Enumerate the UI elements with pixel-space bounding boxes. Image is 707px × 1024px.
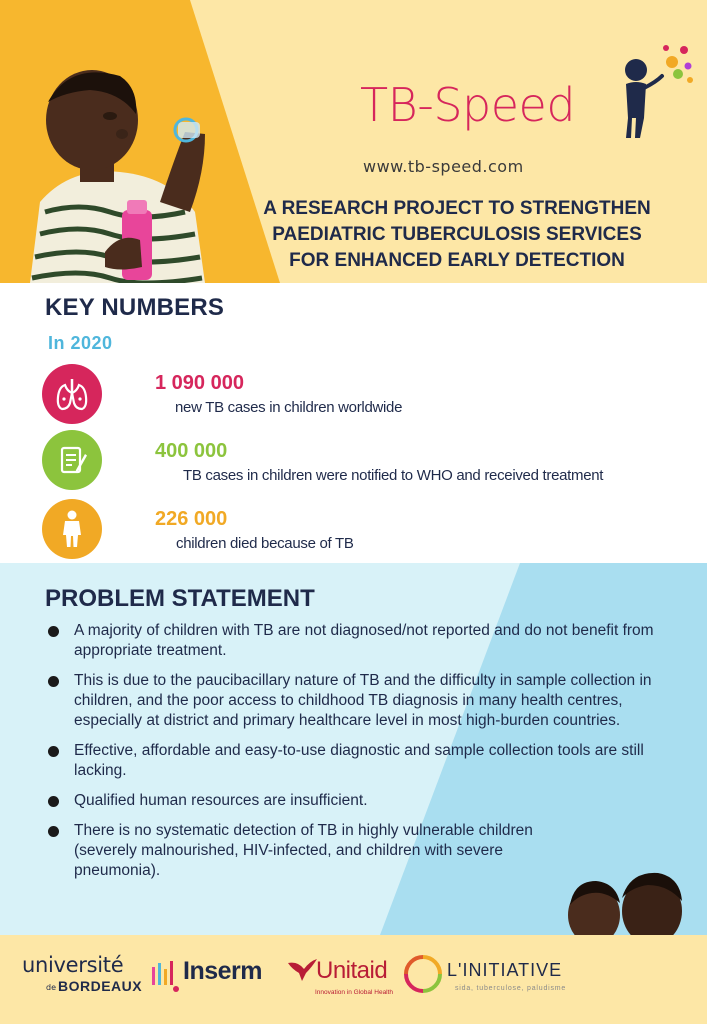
problem-bullet: A majority of children with TB are not diagnosed/not reported and do not benefit from appropriate treatment. (48, 621, 673, 661)
unitaid-logo: Unitaid (316, 957, 388, 984)
problem-bullet: Effective, affordable and easy-to-use diagnostic and sample collection tools are still lacking. (48, 741, 673, 781)
tagline-line: PAEDIATRIC TUBERCULOSIS SERVICES (272, 224, 642, 245)
stat-icon-circle (42, 430, 102, 490)
stat-value: 226 000 (155, 508, 228, 530)
linitiative-tagline: sida, tuberculose, paludisme (455, 985, 567, 992)
key-numbers-year: In 2020 (48, 333, 113, 353)
brand-tb: TB (360, 78, 418, 132)
ub-logo-bottom: BORDEAUX (58, 978, 143, 994)
stat-description: children died because of TB (176, 535, 354, 552)
unitaid-tagline: Innovation in Global Health (315, 989, 394, 996)
child-icon (55, 509, 89, 549)
tagline-line: A RESEARCH PROJECT TO STRENGTHEN (263, 198, 651, 219)
stat-icon-circle (42, 364, 102, 424)
stat-value: 1 090 000 (155, 372, 244, 394)
problem-statement-title: PROBLEM STATEMENT (45, 585, 315, 612)
problem-section (0, 563, 707, 935)
brand-wordmark (360, 78, 575, 132)
children-hugging-photo (560, 853, 707, 935)
website-link[interactable]: www.tb-speed.com (363, 157, 524, 176)
stat-description: TB cases in children were notified to WHO and received treatment (183, 467, 604, 484)
linitiative-ring-icon (402, 953, 444, 995)
stat-icon-circle (42, 499, 102, 559)
problem-bullet: There is no systematic detection of TB in highly vulnerable children (severely malnourished, HIV-infected, and children with severe pneumonia). (48, 821, 568, 881)
problem-bullet: Qualified human resources are insufficient. (48, 791, 673, 811)
ub-logo-de: de (46, 983, 56, 992)
unitaid-bird-icon (286, 957, 318, 983)
problem-bullet: This is due to the paucibacillary nature of TB and the difficulty in sample collection in children, and the poor access to childhood TB diagnosis in many health centres, especially at district and primary healthcare level in most high-burden countries. (48, 671, 673, 731)
partner-logos-footer (0, 935, 707, 1024)
brand-speed: Speed (433, 78, 576, 132)
brand-dash: - (417, 78, 434, 132)
stat-description: new TB cases in children worldwide (175, 399, 403, 416)
project-tagline (222, 196, 692, 274)
key-numbers-title: KEY NUMBERS (45, 294, 225, 321)
ub-logo-top: université (22, 953, 124, 977)
clipboard-icon (54, 442, 90, 478)
inserm-logo: Inserm (183, 957, 262, 985)
brand-child-bubbles-icon (616, 40, 696, 140)
stat-value: 400 000 (155, 440, 228, 462)
inserm-bars-icon (150, 959, 180, 993)
header-banner (0, 0, 707, 283)
lungs-icon (53, 375, 91, 413)
child-bubbles-photo (10, 62, 235, 283)
tagline-line: FOR ENHANCED EARLY DETECTION (289, 250, 625, 271)
linitiative-logo: L'INITIATIVE (447, 960, 563, 980)
problem-bullet-list (48, 621, 673, 891)
